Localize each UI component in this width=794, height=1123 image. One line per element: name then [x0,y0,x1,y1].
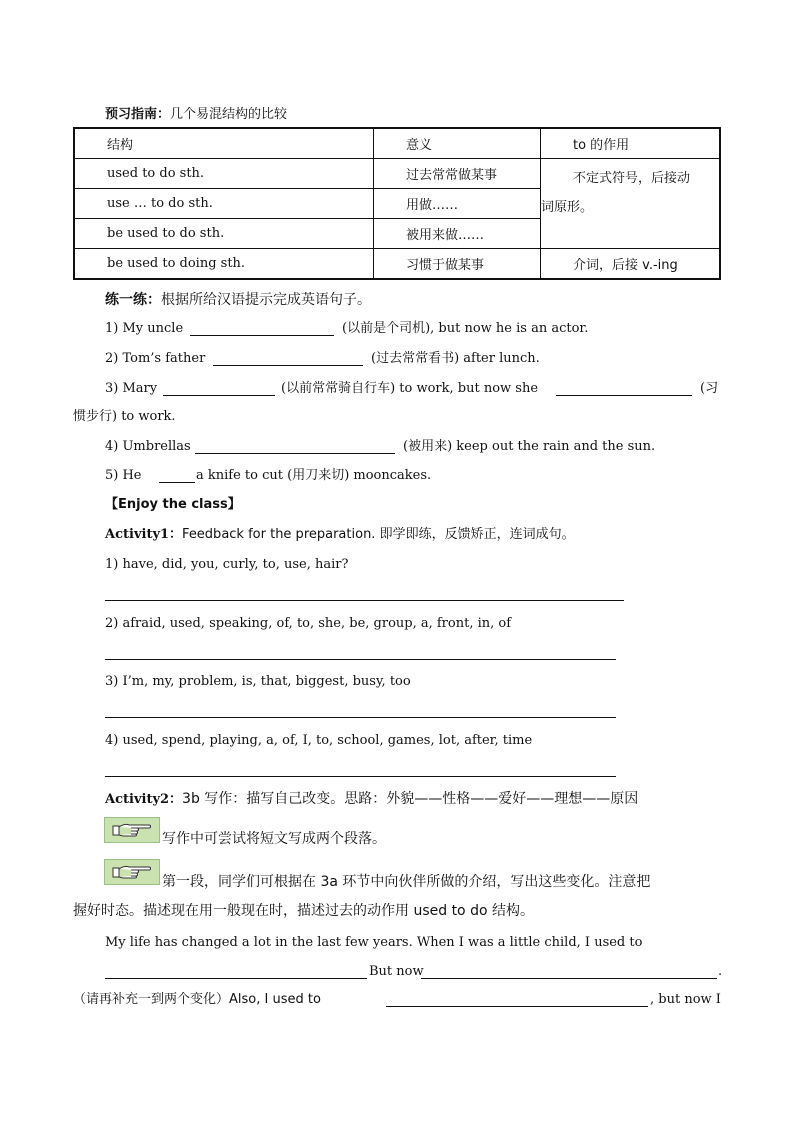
practice-item-prefix: 2) Tom’s father [105,351,206,366]
answer-blank[interactable] [190,335,334,336]
essay-line-3a: （请再补充一到两个变化）Also, I used to [73,992,321,1007]
practice-instruction: 根据所给汉语提示完成英语句子。 [161,292,371,308]
practice-item-end: (习 [700,381,719,396]
cell-meaning: 过去常常做某事 [374,159,541,189]
guide-subtitle: 几个易混结构的比较 [170,107,288,122]
header-to-role: to 的作用 [541,128,721,159]
guide-heading [105,106,287,124]
practice-item-prefix: 5) He [105,468,142,483]
activity1-text: Feedback for the preparation. 即学即练，反馈矫正，连词成句。 [182,527,575,542]
answer-blank[interactable] [213,365,363,366]
pointing-hand-icon [104,859,160,885]
answer-blank[interactable] [163,395,275,396]
table-row [74,249,720,280]
sentence-prompt: 2) afraid, used, speaking, of, to, she, be, group, a, front, in, of [105,616,512,631]
guide-title: 预习指南： [105,107,171,122]
practice-item-3 [105,380,157,398]
header-structure: 结构 [74,128,374,159]
activity1-line [105,526,575,544]
activity2-label: Activity2： [105,792,183,807]
answer-blank[interactable] [556,395,692,396]
cell-structure: use … to do sth. [74,189,374,219]
table-row [74,159,720,189]
table-header-row [74,128,720,159]
essay-blank[interactable] [421,978,717,979]
practice-item-1 [105,320,183,338]
sentence-prompt: 3) I’m, my, problem, is, that, biggest, busy, too [105,674,411,689]
essay-blank[interactable] [386,1006,648,1007]
answer-blank[interactable] [195,453,395,454]
practice-item-rest: a knife to cut (用刀来切) mooncakes. [196,468,432,483]
activity2-line [105,790,638,809]
practice-item-2 [105,350,205,368]
answer-line[interactable] [105,600,624,601]
cell-meaning: 用做…… [374,189,541,219]
sentence-prompt: 1) have, did, you, curly, to, use, hair? [105,557,349,572]
practice-title: 练一练： [105,292,161,308]
practice-item-prefix: 3) Mary [105,381,158,396]
cell-meaning: 被用来做…… [374,219,541,249]
essay-blank[interactable] [105,978,367,979]
essay-but-now: But now [369,964,424,979]
cell-structure: be used to doing sth. [74,249,374,280]
header-meaning: 意义 [374,128,541,159]
writing-tip-2a: 第一段，同学们可根据在 3a 环节中向伙伴所做的介绍，写出这些变化。注意把 [162,874,651,890]
practice-item-4 [105,438,191,456]
writing-tip-2b: 握好时态。描述现在用一般现在时，描述过去的动作用 used to do 结构。 [73,903,534,919]
practice-item-hint: (以前是个司机), but now he is an actor. [342,321,589,336]
practice-item-hint: (被用来) keep out the rain and the sun. [403,439,656,454]
activity1-label: Activity1： [105,527,183,542]
practice-item-5 [105,467,142,485]
practice-item-3-cont: 惯步行) to work. [73,409,176,424]
pointing-hand-icon [104,817,160,843]
practice-heading [105,291,371,309]
merged-role-line-1: 不定式符号，后接动 [573,171,691,186]
answer-blank[interactable] [159,482,195,483]
essay-line-3b: , but now I [650,992,721,1007]
practice-item-prefix: 4) Umbrellas [105,439,191,454]
essay-line-1: My life has changed a lot in the last few years. When I was a little child, I used to [105,935,643,950]
cell-structure: used to do sth. [74,159,374,189]
writing-tip-1: 写作中可尝试将短文写成两个段落。 [162,831,386,847]
cell-meaning: 习惯于做某事 [374,249,541,280]
answer-line[interactable] [105,717,616,718]
merged-role-line-2: 词原形。 [541,200,594,215]
enjoy-class-heading: 【Enjoy the class】 [105,497,241,512]
practice-item-hint: (过去常常看书) after lunch. [371,351,540,366]
activity2-text: 3b 写作：描写自己改变。思路：外貌——性格——爱好——理想——原因 [182,791,639,807]
cell-to-role-merged [541,159,721,249]
practice-item-prefix: 1) My uncle [105,321,184,336]
cell-structure: be used to do sth. [74,219,374,249]
structure-comparison-table [73,127,721,280]
answer-line[interactable] [105,659,616,660]
cell-to-role: 介词，后接 v.-ing [541,249,721,280]
essay-period: . [718,964,723,979]
practice-item-hint: (以前常常骑自行车) to work, but now she [281,381,539,396]
answer-line[interactable] [105,776,616,777]
sentence-prompt: 4) used, spend, playing, a, of, I, to, school, games, lot, after, time [105,733,533,748]
